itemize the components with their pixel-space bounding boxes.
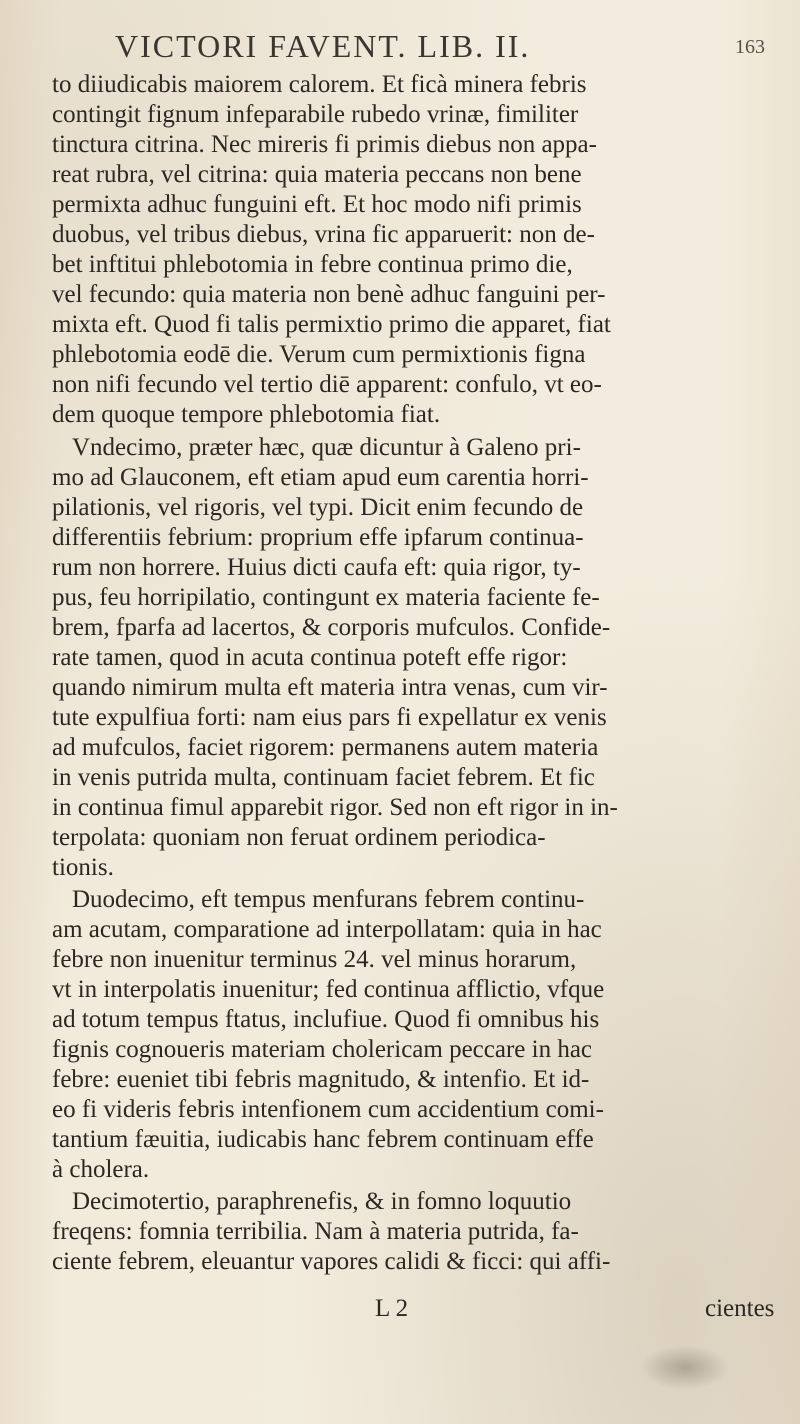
text-line: quando nimirum multa eft materia intra venas, cum vir- xyxy=(52,674,608,701)
page-footer xyxy=(0,1295,800,1325)
text-line: rum non horrere. Huius dicti caufa eft: quia rigor, ty- xyxy=(52,554,581,581)
text-line: ad mufculos, faciet rigorem: permanens autem materia xyxy=(52,734,599,761)
text-line: tantium fæuitia, iudicabis hanc febrem continuam effe xyxy=(52,1126,594,1153)
text-line: phlebotomia eodē die. Verum cum permixtionis figna xyxy=(52,341,586,368)
page-number: 163 xyxy=(735,36,765,58)
text-line: in continua fimul apparebit rigor. Sed non eft rigor in in- xyxy=(52,794,618,821)
text-line: à cholera. xyxy=(52,1156,150,1183)
running-title: VICTORI FAVENT. LIB. II. xyxy=(115,28,531,64)
text-line: non nifi fecundo vel tertio diē apparent: confulo, vt eo- xyxy=(52,371,602,398)
text-line: mixta eft. Quod fi talis permixtio primo die apparet, fiat xyxy=(52,311,611,338)
text-line: tionis. xyxy=(52,854,114,881)
text-line: Decimotertio, paraphrenefis, & in fomno loquutio xyxy=(72,1188,572,1215)
text-line: tinctura citrina. Nec mireris fi primis diebus non appa- xyxy=(52,131,597,158)
signature-mark: L 2 xyxy=(375,1295,409,1322)
text-line: ciente febrem, eleuantur vapores calidi & ficci: qui affi- xyxy=(52,1248,611,1275)
text-line: febre non inuenitur terminus 24. vel minus horarum, xyxy=(52,946,577,973)
text-line: to diiudicabis maiorem calorem. Et ficà minera febris xyxy=(52,71,587,98)
text-line: tute expulfiua forti: nam eius pars fi expellatur ex venis xyxy=(52,704,607,731)
text-line: reat rubra, vel citrina: quia materia peccans non bene xyxy=(52,161,582,188)
text-line: terpolata: quoniam non feruat ordinem periodica- xyxy=(52,824,546,851)
text-line: duobus, vel tribus diebus, vrina fic apparuerit: non de- xyxy=(52,221,595,248)
text-line: fignis cognoueris materiam cholericam peccare in hac xyxy=(52,1036,593,1063)
text-line: bet inftitui phlebotomia in febre continua primo die, xyxy=(52,251,573,278)
catchword: cientes xyxy=(705,1295,775,1322)
text-line: freqens: fomnia terribilia. Nam à materia putrida, fa- xyxy=(52,1218,579,1245)
text-line: eo fi videris febris intenfionem cum accidentium comi- xyxy=(52,1096,604,1123)
text-line: brem, fparfa ad lacertos, & corporis mufculos. Confide- xyxy=(52,614,611,641)
ink-stain xyxy=(640,1345,730,1390)
text-line: in venis putrida multa, continuam faciet febrem. Et fic xyxy=(52,764,595,791)
text-line: am acutam, comparatione ad interpollatam: quia in hac xyxy=(52,916,602,943)
text-line: pus, feu horripilatio, contingunt ex materia faciente fe- xyxy=(52,584,600,611)
text-line: vel fecundo: quia materia non benè adhuc fanguini per- xyxy=(52,281,606,308)
running-head xyxy=(0,28,800,68)
text-line: pilationis, vel rigoris, vel typi. Dicit enim fecundo de xyxy=(52,494,584,521)
text-line: Vndecimo, præter hæc, quæ dicuntur à Galeno pri- xyxy=(72,434,581,461)
text-line: rate tamen, quod in acuta continua poteft effe rigor: xyxy=(52,644,568,671)
text-line: dem quoque tempore phlebotomia fiat. xyxy=(52,401,441,428)
text-line: febre: eueniet tibi febris magnitudo, & intenfio. Et id- xyxy=(52,1066,590,1093)
text-line: differentiis febrium: proprium effe ipfarum continua- xyxy=(52,524,584,551)
text-line: ad totum tempus ftatus, inclufiue. Quod fi omnibus his xyxy=(52,1006,600,1033)
text-line: mo ad Glauconem, eft etiam apud eum carentia horri- xyxy=(52,464,589,491)
text-line: permixta adhuc funguini eft. Et hoc modo nifi primis xyxy=(52,191,582,218)
text-line: Duodecimo, eft tempus menfurans febrem continu- xyxy=(72,886,585,913)
text-line: vt in interpolatis inuenitur; fed continua afflictio, vfque xyxy=(52,976,605,1003)
text-line: contingit fignum infeparabile rubedo vrinæ, fimiliter xyxy=(52,101,579,128)
